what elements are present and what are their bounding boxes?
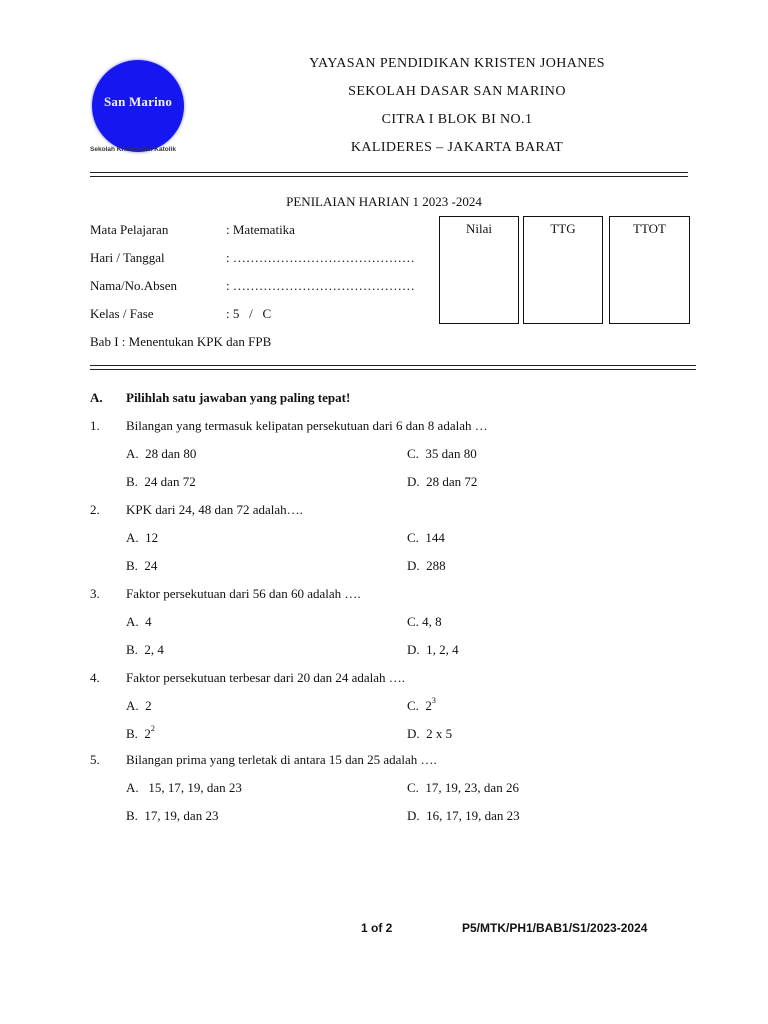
header-divider: [90, 172, 688, 177]
grade-box-label: Nilai: [466, 221, 492, 236]
field-label-subject: Mata Pelajaran: [90, 222, 169, 237]
option-b-exponent: 2: [150, 724, 155, 733]
option-c: C. 4, 8: [407, 614, 442, 629]
logo-name: San Marino: [103, 94, 173, 109]
option-a: A. 12: [126, 530, 159, 545]
chapter-title: Bab I : Menentukan KPK dan FPB: [90, 334, 272, 349]
option-c: C. 17, 19, 23, dan 26: [407, 780, 519, 795]
question-number: 3.: [90, 586, 100, 601]
document-code: P5/MTK/PH1/BAB1/S1/2023-2024: [462, 921, 648, 935]
question-number: 5.: [90, 752, 100, 767]
foundation-name: YAYASAN PENDIDIKAN KRISTEN JOHANES: [309, 56, 605, 71]
option-b: B. 24 dan 72: [126, 474, 196, 489]
option-c-exponent: 3: [431, 696, 436, 705]
option-a: A. 15, 17, 19, dan 23: [126, 780, 242, 795]
field-value-class: : 5 / C: [226, 306, 272, 321]
school-address: CITRA I BLOK BI NO.1: [381, 112, 533, 127]
logo-tagline: Sekolah Kristen dan Katolik: [90, 146, 176, 153]
field-label-name: Nama/No.Absen: [90, 278, 178, 293]
school-name: SEKOLAH DASAR SAN MARINO: [348, 84, 566, 99]
question-number: 2.: [90, 502, 100, 517]
option-d: D. 16, 17, 19, dan 23: [407, 808, 520, 823]
option-b: B. 17, 19, dan 23: [126, 808, 219, 823]
field-label-class: Kelas / Fase: [90, 306, 154, 321]
option-c: [407, 698, 436, 714]
school-logo: [92, 60, 184, 152]
question-text: Faktor persekutuan terbesar dari 20 dan 24 adalah ….: [126, 670, 406, 685]
option-c: C. 35 dan 80: [407, 446, 477, 461]
section-letter: A.: [90, 390, 103, 405]
field-value-subject: : Matematika: [226, 222, 295, 237]
option-d: D. 28 dan 72: [407, 474, 478, 489]
question-text: Faktor persekutuan dari 56 dan 60 adalah ….: [126, 586, 361, 601]
option-d: D. 1, 2, 4: [407, 642, 459, 657]
info-divider: [90, 365, 696, 370]
teacher-signature-box: [523, 216, 603, 324]
parent-signature-box: [609, 216, 690, 324]
teacher-signature-label: TTG: [550, 221, 576, 236]
section-instruction: Pilihlah satu jawaban yang paling tepat!: [126, 390, 351, 405]
option-b: B. 2, 4: [126, 642, 164, 657]
option-a: A. 2: [126, 698, 152, 713]
parent-signature-label: TTOT: [633, 221, 666, 236]
option-c-base: C. 2: [407, 698, 432, 713]
field-label-date: Hari / Tanggal: [90, 250, 165, 265]
grade-box: [439, 216, 519, 324]
school-city: KALIDERES – JAKARTA BARAT: [350, 140, 564, 155]
field-value-name: : ……………………………………: [226, 278, 415, 293]
field-value-date: : ……………………………………: [226, 250, 415, 265]
question-number: 1.: [90, 418, 100, 433]
question-number: 4.: [90, 670, 100, 685]
option-b-base: B. 2: [126, 726, 151, 741]
question-text: Bilangan prima yang terletak di antara 15 dan 25 adalah ….: [126, 752, 437, 767]
option-d: D. 2 x 5: [407, 726, 453, 741]
option-b: [126, 726, 155, 742]
question-text: KPK dari 24, 48 dan 72 adalah….: [126, 502, 303, 517]
option-b: B. 24: [126, 558, 158, 573]
exam-title: PENILAIAN HARIAN 1 2023 -2024: [286, 194, 482, 209]
option-c: C. 144: [407, 530, 445, 545]
question-text: Bilangan yang termasuk kelipatan persekutuan dari 6 dan 8 adalah …: [126, 418, 488, 433]
option-a: A. 4: [126, 614, 152, 629]
page-number: 1 of 2: [361, 921, 393, 935]
option-d: D. 288: [407, 558, 446, 573]
option-a: A. 28 dan 80: [126, 446, 197, 461]
